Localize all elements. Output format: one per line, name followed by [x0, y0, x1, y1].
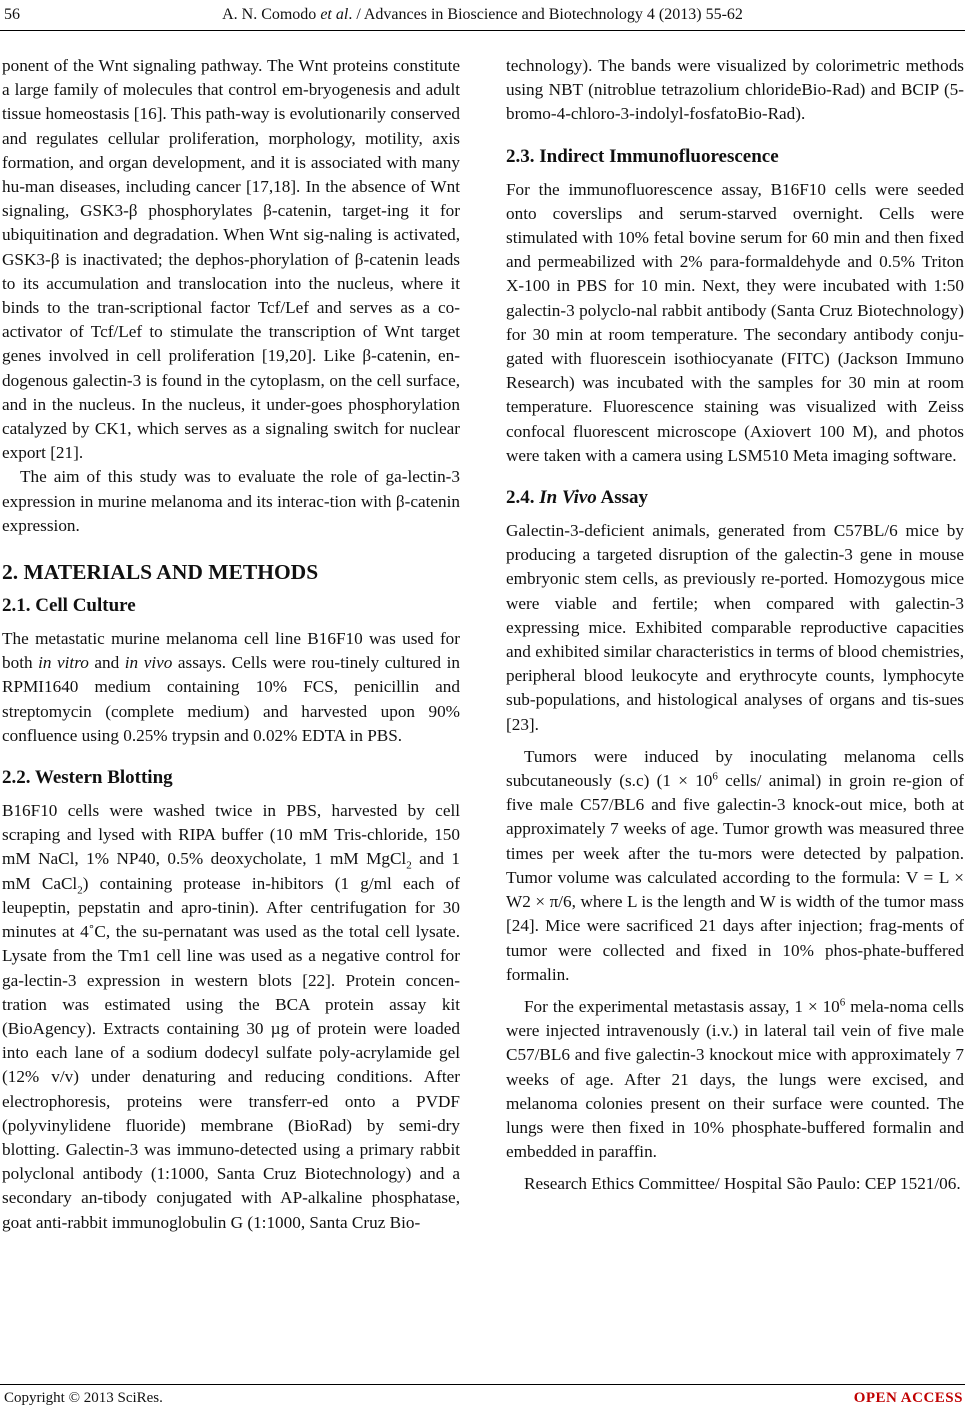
running-head [0, 6, 965, 24]
running-head-et-al: et al [320, 6, 349, 23]
section-in-vivo-title [506, 487, 964, 509]
ethics-paragraph: Research Ethics Committee/ Hospital São Paulo: CEP 1521/06. [524, 1174, 961, 1194]
metastasis-text-a: For the experimental metastasis assay, 1 × 10 [524, 996, 840, 1016]
section-immunofluorescence-title: 2.3. Indirect Immunofluorescence [506, 145, 779, 167]
open-access-label: OPEN ACCESS [853, 1390, 963, 1406]
western-text-b: and 1 mM CaCl [2, 849, 460, 893]
cacl2-subscript: 2 [77, 884, 83, 897]
in-vivo-term: in vivo [124, 653, 173, 673]
tumor-induction-paragraph [506, 745, 964, 987]
tumor-text-b: cells/ animal) in groin re-gion of five male C57/BL6 and five galectin-3 knock-out mice, both at approximately 7 weeks of age. Tumor growth was measured three times per week after the tu-mors were detected by palpation. Tumor volume was calculated according to the formula: V = L × W2 × π/6, where L is the length and W is width of the tumor mass [24]. Mice were sacrificed 21 days after injection; frag-ments of tumor were collected and fixed in 10% phos-phate-buffered formalin. [506, 771, 964, 984]
western-text-c: ) containing protease in-hibitors (1 g/ml each of leupeptin, pepstatin and apro-tinin). After centrifugation for 30 minutes at 4˚C, the su-pernatant was used as the total cell lysate. Lysate from the Tm1 cell line was used as a negative control for ga-lectin-3 expression in western blots [22]. Protein concen-tration was estimated using the BCA protein assay kit (BioAgency). Extracts containing 30 µg of protein were loaded into each lane of a sodium dodecyl sulfate poly-acrylamide gel (12% v/v) under denaturing and reducing conditions. After electrophoresis, proteins were transferr-ed onto a PVDF (polyvinylidene fluoride) membrane (BioRad) by semi-dry blotting. Galectin-3 was immuno-detected using a primary rabbit polyclonal antibody (1:1000, Santa Cruz Biotechnology) and a secondary an-tibody conjugated with AP-alkaline phosphatase, goat anti-rabbit immunoglobulin G (1:1000, Santa Cruz Bio- [2, 873, 460, 1232]
tumor-text-a: Tumors were induced by inoculating melanoma cells subcutaneously (s.c) (1 × 10 [506, 746, 964, 791]
metastasis-text-b: mela-noma cells were injected intravenously (i.v.) in lateral tail vein of five male C57/BL6 and five galectin-3 knockout mice with approximately 7 weeks of age. After 21 days, the lungs were excised, and melanoma colonies present on their surface were counted. The lungs were then fixed in 10% phosphate-buffered formalin and embedded in paraffin. [506, 996, 964, 1162]
page-header [0, 6, 965, 26]
header-rule [0, 30, 965, 31]
cell-culture-and: and [88, 653, 125, 673]
cell-culture-paragraph [2, 627, 460, 748]
in-vivo-section-italic: In Vivo [539, 487, 597, 509]
immunofluorescence-paragraph: For the immunofluorescence assay, B16F10 cells were seeded onto coverslips and serum-starved overnight. Cells were stimulated with 10% fetal bovine serum for 60 min and then fixed and permeabilized with 2% para-formaldehyde and 0.5% Triton X-100 in PBS for 10 min. Next, they were incubated with 1:50 galectin-3 polyclo-nal rabbit antibody (Santa Cruz Biotechnology) for 30 min at room temperature. The secondary antibody conju-gated with fluorescein isothiocyanate (FITC) (Jackson Immuno Research) was incubated with the samples for 30 min at room temperature. Fluorescence staining was visualized with Zeiss confocal fluorescent microscope (Axiovert 100 M), and photos were taken with a camera using LSM510 Meta imaging software. [506, 179, 964, 465]
western-paragraph-continued: technology). The bands were visualized by colorimetric methods using NBT (nitroblue tetrazolium chlorideBio-Rad) and BCIP (5-bromo-4-chloro-3-indolyl-fosfatoBio-Rad). [506, 56, 964, 124]
copyright-notice: Copyright © 2013 SciRes. [4, 1390, 163, 1406]
in-vitro-term: in vitro [38, 653, 89, 673]
running-head-authors: A. N. Comodo [222, 6, 321, 23]
section-materials-methods-title: 2. MATERIALS AND METHODS [2, 560, 319, 585]
in-vivo-section-number: 2.4. [506, 487, 540, 509]
right-column [506, 54, 964, 1197]
in-vivo-section-rest: Assay [596, 487, 649, 509]
western-text-a: B16F10 cells were washed twice in PBS, harvested by cell scraping and lysed with RIPA buffer (10 mM Tris-chloride, 150 mM NaCl, 1% NP40, 0.5% deoxycholate, 1 mM MgCl [2, 801, 460, 869]
intro-paragraph-continued: ponent of the Wnt signaling pathway. The Wnt proteins constitute a large family of molecules that control em-bryogenesis and adult tissue homeostasis [16]. This path-way is evolutionarily conserved and regulates cellular proliferation, morphology, motility, axis formation, and organ development, and it is associated with many hu-man diseases, including cancer [17,18]. In the absence of Wnt signaling, GSK3-β phosphorylates β-catenin, target-ing it for ubiquitination and degradation. When Wnt sig-naling is activated, GSK3-β is inactivated; the dephos-phorylation of β-catenin leads to its accumulation and translocation into the nucleus, where it binds to the tran-scriptional factor Tcf/Lef and serves as a co-activator of Tcf/Lef to stimulate the transcription of Wnt target genes involved in cell proliferation [19,20]. Like β-catenin, en-dogenous galectin-3 is found in the cytoplasm, on the cell surface, and in the nucleus. In the nucleus, it under-goes phosphorylation catalyzed by CK1, which serves as a signaling switch for nuclear export [21]. [2, 56, 460, 463]
aim-paragraph: The aim of this study was to evaluate the role of ga-lectin-3 expression in murine melanoma and its interac-tion with β-catenin expression. [2, 467, 460, 535]
section-cell-culture-title: 2.1. Cell Culture [2, 595, 136, 617]
running-head-journal: . / Advances in Bioscience and Biotechnology 4 (2013) 55-62 [348, 6, 743, 23]
page-footer [0, 1385, 965, 1407]
left-column [2, 54, 460, 1235]
cell-culture-text-a: The metastatic murine melanoma cell line B16F10 was used for both [2, 629, 460, 673]
metastasis-exponent: 6 [839, 996, 846, 1009]
tumor-exponent: 6 [712, 770, 718, 783]
mgcl2-subscript: 2 [406, 859, 412, 872]
western-blotting-paragraph [2, 799, 460, 1235]
cell-culture-text-b: assays. Cells were rou-tinely cultured in RPMI1640 medium containing 10% FCS, penicillin and streptomycin (complete medium) and harvested upon 90% confluence using 0.25% trypsin and 0.02% EDTA in PBS. [2, 653, 460, 745]
section-western-blotting-title: 2.2. Western Blotting [2, 767, 173, 789]
metastasis-paragraph [506, 995, 964, 1164]
galectin-deficient-paragraph: Galectin-3-deficient animals, generated from C57BL/6 mice by producing a targeted disruption of the galectin-3 gene in mouse embryonic stem cells, as previously re-ported. Homozygous mice were viable and fertile; when compared with galectin-3 expressing mice. Exhibited comparable reproductive capacities and exhibited similar characteristics in terms of blood chemistries, peripheral blood leukocyte and erythrocyte counts, lymphocyte sub-populations, and histological analyses of organs and tis-sues [23]. [506, 521, 964, 734]
page-number: 56 [4, 6, 20, 23]
